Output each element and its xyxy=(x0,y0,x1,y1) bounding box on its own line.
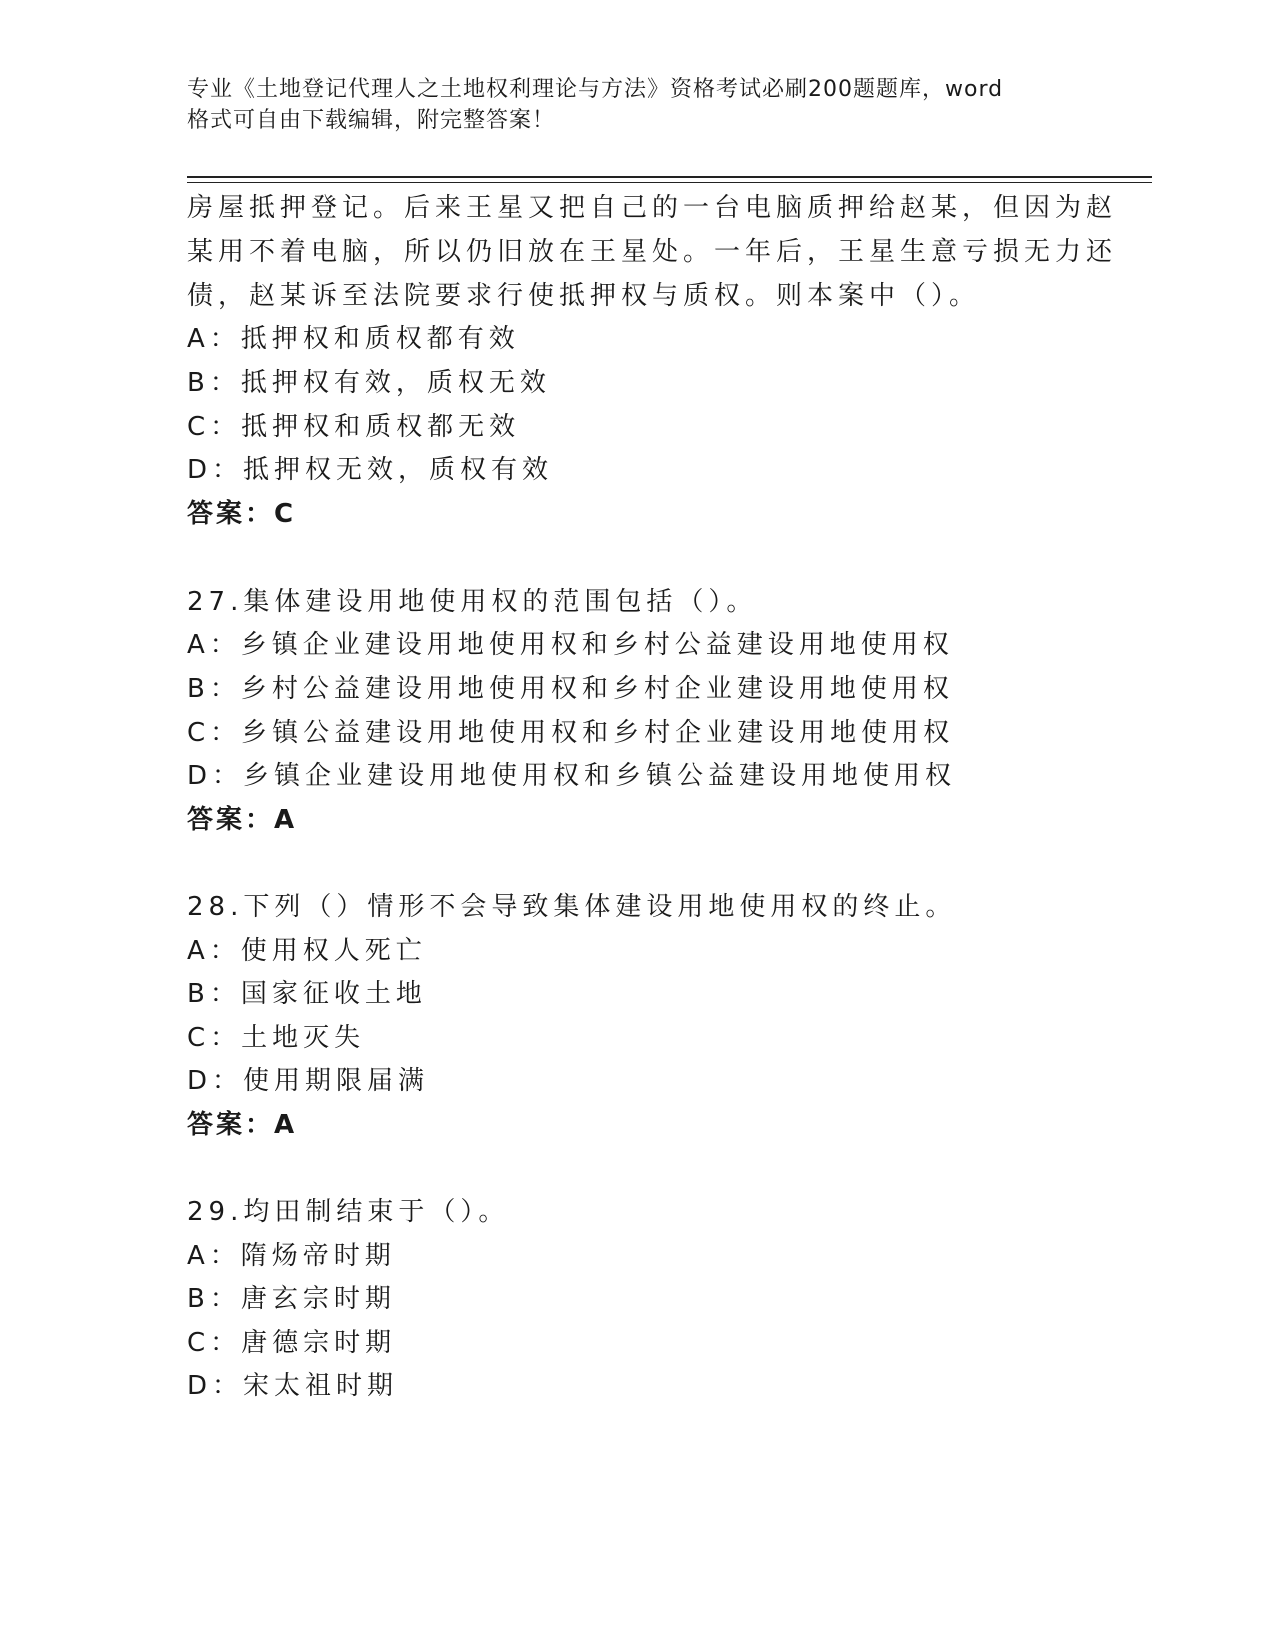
q28-answer: 答案：A xyxy=(187,1110,298,1140)
q27-option-c: C：乡镇公益建设用地使用权和乡村企业建设用地使用权 xyxy=(187,718,955,748)
q26-option-b: B：抵押权有效，质权无效 xyxy=(187,368,551,398)
q26-stem-line-1: 房屋抵押登记。后来王星又把自己的一台电脑质押给赵某，但因为赵 xyxy=(187,193,1118,223)
q26-stem-line-2: 某用不着电脑，所以仍旧放在王星处。一年后，王星生意亏损无力还 xyxy=(187,237,1118,267)
q29-option-a: A：隋炀帝时期 xyxy=(187,1241,396,1271)
q28-option-d: D：使用期限届满 xyxy=(187,1066,430,1096)
q27-stem: 27.集体建设用地使用权的范围包括（）。 xyxy=(187,587,758,617)
q29-stem: 29.均田制结束于（）。 xyxy=(187,1197,510,1227)
header-divider-thin xyxy=(187,182,1152,183)
q26-option-d: D：抵押权无效，质权有效 xyxy=(187,455,554,485)
q27-option-d: D：乡镇企业建设用地使用权和乡镇公益建设用地使用权 xyxy=(187,761,957,791)
q29-option-c: C：唐德宗时期 xyxy=(187,1328,397,1358)
q26-option-a: A：抵押权和质权都有效 xyxy=(187,324,520,354)
q26-stem-line-3: 债，赵某诉至法院要求行使抵押权与质权。则本案中（）。 xyxy=(187,281,981,311)
document-header xyxy=(187,74,1067,136)
q28-option-b: B：国家征收土地 xyxy=(187,979,427,1009)
q26-option-c: C：抵押权和质权都无效 xyxy=(187,412,521,442)
header-line-1: 专业《土地登记代理人之土地权利理论与方法》资格考试必刷200题题库，word xyxy=(187,77,1004,102)
q27-option-b: B：乡村公益建设用地使用权和乡村企业建设用地使用权 xyxy=(187,674,954,704)
q27-option-a: A：乡镇企业建设用地使用权和乡村公益建设用地使用权 xyxy=(187,630,954,660)
q26-answer: 答案：C xyxy=(187,499,297,529)
q29-option-d: D：宋太祖时期 xyxy=(187,1371,399,1401)
q28-stem: 28.下列（）情形不会导致集体建设用地使用权的终止。 xyxy=(187,892,957,922)
header-divider-thick xyxy=(187,176,1152,178)
q27-answer: 答案：A xyxy=(187,805,298,835)
q29-option-b: B：唐玄宗时期 xyxy=(187,1284,396,1314)
q28-option-c: C：土地灭失 xyxy=(187,1023,366,1053)
header-line-2: 格式可自由下载编辑，附完整答案！ xyxy=(187,108,556,133)
q28-option-a: A：使用权人死亡 xyxy=(187,936,427,966)
